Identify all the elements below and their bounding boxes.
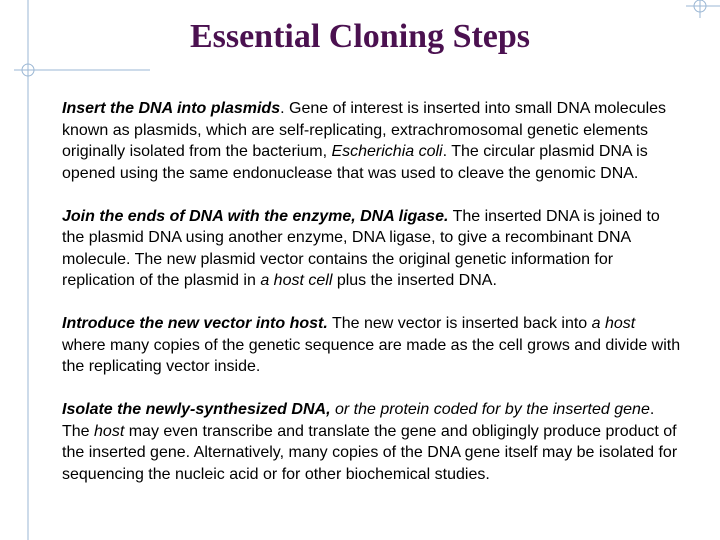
paragraph-lead: Insert the DNA into plasmids [62, 100, 281, 117]
slide-body [62, 98, 682, 507]
paragraph-text: plus the inserted DNA. [332, 272, 497, 289]
paragraph-italic: host [94, 422, 125, 440]
paragraph-isolate-dna [62, 399, 682, 485]
paragraph-lead: Isolate the newly-synthesized DNA, [62, 401, 331, 418]
paragraph-text: The new vector is inserted back into [327, 315, 592, 332]
paragraph-text: The inserted DNA is joined to the plasmid DNA using another enzyme, DNA ligase, to give a recombinant DNA molecule. The new plasmid vector contains the original genetic information for replication of the plasmid in [62, 207, 660, 289]
paragraph-text: where many copies of the genetic sequence are made as the cell grows and divide with the replicating vector inside. [62, 336, 681, 375]
paragraph-introduce-vector [62, 313, 682, 378]
paragraph-text: . The circular plasmid DNA is opened using the same endonuclease that was used to cleave the genomic DNA. [62, 143, 648, 182]
paragraph-lead: Introduce the new vector into host. [62, 315, 328, 332]
paragraph-text: . Gene of interest is inserted into small DNA molecules known as plasmids, which are self-replicating, extrachromosomal genetic elements originally isolated from the bacterium, [62, 100, 667, 160]
paragraph-text: may even transcribe and translate the gene and obligingly produce product of the inserted gene. Alternatively, many copies of the DNA gene itself may be isolated for sequencing the nucleic acid or for other biochemical studies. [62, 422, 678, 483]
paragraph-italic: Escherichia coli [331, 143, 443, 160]
paragraph-join-ends [62, 206, 682, 292]
paragraph-text: . The [62, 401, 655, 440]
paragraph-insert-dna [62, 98, 682, 184]
paragraph-italic: or the protein coded for by the inserted gene [330, 401, 650, 418]
slide-title: Essential Cloning Steps [189, 18, 531, 55]
paragraph-italic: a host [591, 315, 636, 332]
paragraph-lead: Join the ends of DNA with the enzyme, DNA ligase. [62, 207, 449, 225]
paragraph-italic: a host cell [260, 272, 333, 289]
